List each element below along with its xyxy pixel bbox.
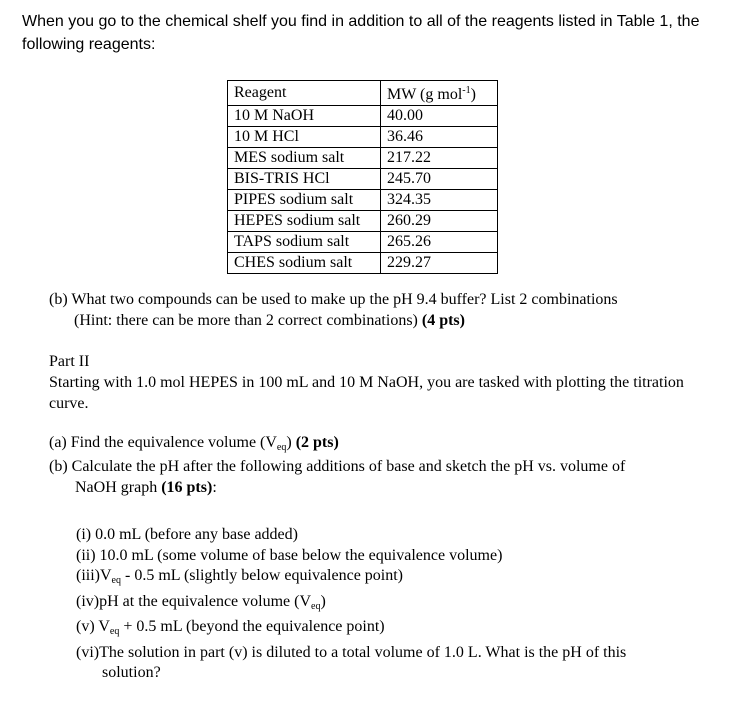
subquestion-iii-suffix: - 0.5 mL (slightly below equivalence point) <box>121 567 404 584</box>
reagent-mw: 229.27 <box>381 253 498 274</box>
part2-a-sub: eq <box>276 442 287 453</box>
question-b-line1: (b) What two compounds can be used to make up the pH 9.4 buffer? List 2 combinations <box>49 291 618 308</box>
table-header-row <box>228 81 498 106</box>
part2-b-line2 <box>49 477 719 498</box>
intro-paragraph: When you go to the chemical shelf you find in addition to all of the reagents listed in Table 1, the following reagents: <box>22 13 700 53</box>
subquestion-vi-line1: (vi)The solution in part (v) is diluted to a total volume of 1.0 L. What is the pH of this <box>76 643 627 661</box>
header-reagent: Reagent <box>228 81 381 106</box>
header-mw <box>381 81 498 106</box>
part2-body: Starting with 1.0 mol HEPES in 100 mL and 10 M NaOH, you are tasked with plotting the titration curve. <box>49 374 684 412</box>
reagent-mw: 245.70 <box>381 169 498 190</box>
reagent-name: 10 M HCl <box>228 127 381 148</box>
reagent-table <box>227 80 498 274</box>
question-b-points: (4 pts) <box>421 312 465 329</box>
reagent-name: HEPES sodium salt <box>228 211 381 232</box>
subquestion-iii-prefix: (iii)V <box>76 567 112 584</box>
reagent-mw: 265.26 <box>381 232 498 253</box>
table-row <box>228 169 498 190</box>
reagent-mw: 36.46 <box>381 127 498 148</box>
reagent-mw: 260.29 <box>381 211 498 232</box>
part2-question-a <box>49 432 339 458</box>
part2-a-suffix: ) <box>286 434 296 451</box>
question-b-hint-line <box>49 310 719 331</box>
subquestion-v-prefix: (v) V <box>76 618 110 635</box>
table-row <box>228 211 498 232</box>
part2-title: Part II <box>49 353 90 370</box>
header-mw-suffix: ) <box>470 86 476 103</box>
reagent-mw: 40.00 <box>381 106 498 127</box>
reagent-name: CHES sodium salt <box>228 253 381 274</box>
subquestion-iii-sub: eq <box>111 575 121 586</box>
subquestion-iv-prefix: (iv)pH at the equivalence volume (V <box>76 592 312 610</box>
reagent-name: 10 M NaOH <box>228 106 381 127</box>
subquestion-v <box>76 617 716 643</box>
subquestion-i: (i) 0.0 mL (before any base added) <box>76 526 298 543</box>
header-mw-prefix: MW (g mol <box>387 86 463 103</box>
reagent-name: MES sodium salt <box>228 148 381 169</box>
part2-b-line1: (b) Calculate the pH after the following additions of base and sketch the pH vs. volume of <box>49 458 626 475</box>
part2-question-b <box>49 456 719 498</box>
subquestion-list <box>76 525 716 684</box>
table-row <box>228 148 498 169</box>
part2-b-points: (16 pts) <box>161 479 213 496</box>
subquestion-ii: (ii) 10.0 mL (some volume of base below the equivalence volume) <box>76 546 503 564</box>
subquestion-iv-suffix: ) <box>320 592 326 610</box>
subquestion-iv-sub: eq <box>311 600 321 612</box>
table-row <box>228 106 498 127</box>
reagent-name: BIS-TRIS HCl <box>228 169 381 190</box>
header-mw-sup: -1 <box>462 85 471 96</box>
table-row <box>228 232 498 253</box>
question-b <box>49 289 719 331</box>
table-row <box>228 190 498 211</box>
table-row <box>228 127 498 148</box>
subquestion-vi-line2: solution? <box>102 664 161 681</box>
subquestion-v-sub: eq <box>109 626 120 637</box>
reagent-name: PIPES sodium salt <box>228 190 381 211</box>
subquestion-iv <box>76 592 716 618</box>
reagent-mw: 217.22 <box>381 148 498 169</box>
part2-b-line2-suffix: : <box>212 479 217 496</box>
part2-a-prefix: (a) Find the equivalence volume (V <box>49 434 277 451</box>
reagent-name: TAPS sodium salt <box>228 232 381 253</box>
reagent-mw: 324.35 <box>381 190 498 211</box>
subquestion-v-suffix: + 0.5 mL (beyond the equivalence point) <box>119 618 385 635</box>
question-b-hint: (Hint: there can be more than 2 correct combinations) <box>74 312 418 329</box>
table-row <box>228 253 498 274</box>
subquestion-iii <box>76 566 716 592</box>
part2-a-points: (2 pts) <box>295 434 339 451</box>
part2-b-line2-prefix: NaOH graph <box>75 479 162 496</box>
